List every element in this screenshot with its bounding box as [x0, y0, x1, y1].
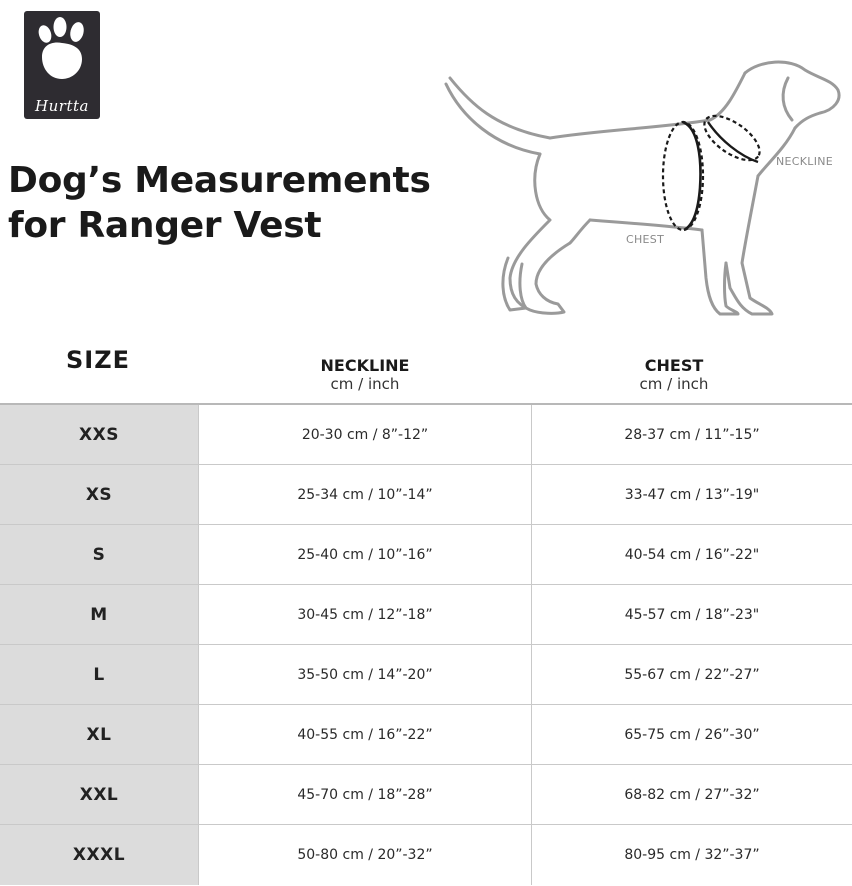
dog-outline-icon — [440, 58, 850, 323]
title-line-1: Dog’s Measurements — [8, 160, 431, 201]
size-column-header: SIZE — [66, 346, 131, 374]
neckline-label: NECKLINE — [776, 155, 834, 168]
size-cell: XS — [0, 465, 198, 524]
size-cell: S — [0, 525, 198, 584]
neckline-cell: 25-34 cm / 10”-14” — [198, 465, 532, 524]
size-cell: XXXL — [0, 825, 198, 885]
chest-header-unit: cm / inch — [639, 375, 709, 393]
hurtta-logo — [24, 11, 100, 119]
chest-header-label: CHEST — [644, 356, 704, 375]
size-table — [0, 403, 852, 885]
chest-label: CHEST — [626, 233, 665, 246]
size-cell: L — [0, 645, 198, 704]
title-line-2: for Ranger Vest — [8, 205, 322, 246]
dog-illustration — [440, 58, 850, 327]
chest-cell: 68-82 cm / 27”-32” — [624, 786, 760, 803]
neckline-cell: 20-30 cm / 8”-12” — [198, 405, 532, 464]
table-row — [0, 465, 852, 525]
chest-column-header — [574, 356, 774, 394]
chest-cell: 40-54 cm / 16”-22" — [624, 546, 760, 563]
table-row — [0, 765, 852, 825]
neckline-cell: 40-55 cm / 16”-22” — [198, 705, 532, 764]
neckline-header-unit: cm / inch — [330, 375, 400, 393]
table-row — [0, 585, 852, 645]
paw-icon — [24, 11, 100, 101]
table-row — [0, 825, 852, 885]
table-row — [0, 705, 852, 765]
neckline-cell: 50-80 cm / 20”-32” — [198, 825, 532, 885]
logo-wordmark: Hurtta — [35, 97, 89, 115]
neckline-cell: 30-45 cm / 12”-18” — [198, 585, 532, 644]
chest-cell: 33-47 cm / 13”-19" — [624, 486, 760, 503]
neckline-column-header — [265, 356, 465, 394]
chest-cell: 55-67 cm / 22”-27” — [624, 666, 760, 683]
size-cell: XXL — [0, 765, 198, 824]
chest-cell: 28-37 cm / 11”-15” — [624, 426, 760, 443]
size-cell: XXS — [0, 405, 198, 464]
chest-cell: 45-57 cm / 18”-23" — [624, 606, 760, 623]
page-title — [8, 158, 431, 248]
neckline-header-label: NECKLINE — [320, 356, 410, 375]
neckline-cell: 45-70 cm / 18”-28” — [198, 765, 532, 824]
table-row — [0, 405, 852, 465]
neckline-cell: 35-50 cm / 14”-20” — [198, 645, 532, 704]
neckline-cell: 25-40 cm / 10”-16” — [198, 525, 532, 584]
chest-cell: 65-75 cm / 26”-30” — [624, 726, 760, 743]
chest-cell: 80-95 cm / 32”-37” — [624, 847, 760, 863]
size-cell: M — [0, 585, 198, 644]
size-cell: XL — [0, 705, 198, 764]
table-row — [0, 645, 852, 705]
table-row — [0, 525, 852, 585]
